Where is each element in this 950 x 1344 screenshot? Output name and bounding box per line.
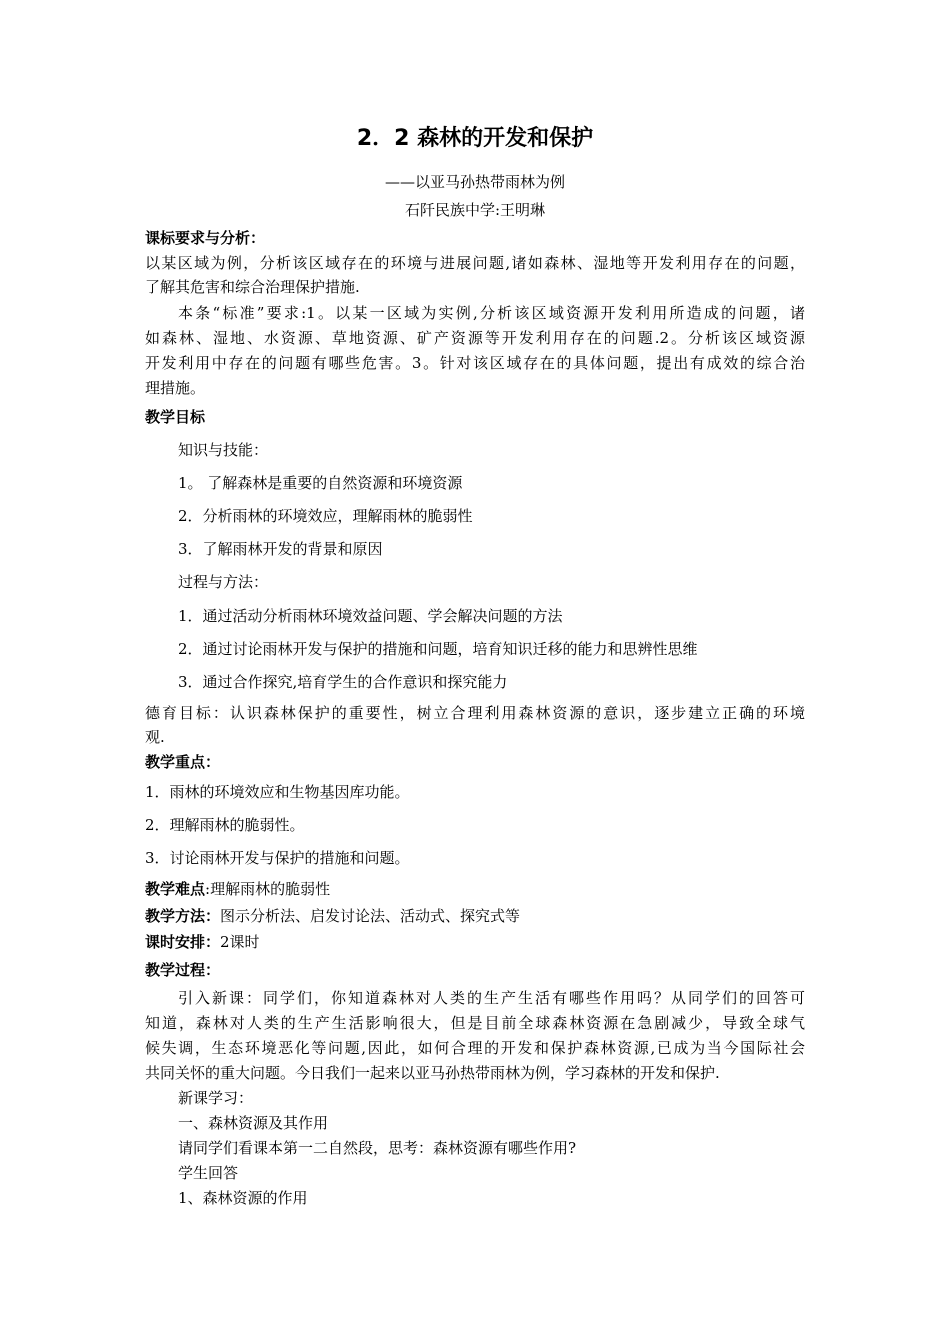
key-point-item: 1．雨林的环境效应和生物基因库功能。 (145, 783, 410, 801)
body-line: 一、森林资源及其作用 (178, 1114, 329, 1132)
standard-line: 了解其危害和综合治理保护措施. (145, 278, 360, 296)
standard-line: 开发利用中存在的问题有哪些危害。3。针对该区域存在的具体问题，提出有成效的综合治 (145, 354, 805, 372)
goals-heading: 教学目标 (145, 408, 206, 426)
key-point-item: 2．理解雨林的脆弱性。 (145, 816, 305, 834)
page-title: 2．2 森林的开发和保护 (356, 126, 594, 151)
key-point-item: 3．讨论雨林开发与保护的措施和问题。 (145, 849, 410, 867)
key-points-heading: 教学重点： (145, 753, 221, 771)
moral-goal-line: 观. (145, 728, 165, 746)
hours-text: 2课时 (220, 933, 260, 951)
standard-line: 本条“标准”要求:1。以某一区域为实例,分析该区域资源开发利用所造成的问题，诸 (178, 304, 805, 322)
hours-line (145, 932, 260, 952)
process-item: 3．通过合作探究,培育学生的合作意识和探究能力 (178, 673, 508, 691)
standard-heading: 课标要求与分析： (145, 229, 266, 247)
process-item: 2．通过讨论雨林开发与保护的措施和问题，培育知识迁移的能力和思辨性思维 (178, 640, 698, 658)
subtitle: ——以亚马孙热带雨林为例 (384, 173, 565, 191)
body-line: 新课学习： (178, 1089, 254, 1107)
difficulty-line (145, 879, 330, 899)
knowledge-item: 1。 了解森林是重要的自然资源和环境资源 (178, 474, 463, 492)
intro-line: 知道，森林对人类的生产生活影响很大，但是目前全球森林资源在急剧减少，导致全球气 (145, 1014, 805, 1032)
standard-line: 如森林、湿地、水资源、草地资源、矿产资源等开发利用存在的问题.2。分析该区域资源 (145, 329, 805, 347)
method-text: 图示分析法、启发讨论法、活动式、探究式等 (220, 907, 521, 925)
method-label: 教学方法： (145, 907, 221, 925)
intro-line: 引入新课：同学们，你知道森林对人类的生产生活有哪些作用吗？从同学们的回答可 (178, 989, 805, 1007)
process-heading: 过程与方法： (178, 573, 269, 591)
knowledge-item: 2．分析雨林的环境效应，理解雨林的脆弱性 (178, 507, 473, 525)
difficulty-label: 教学难点 (145, 880, 206, 898)
moral-goal-line: 德育目标：认识森林保护的重要性，树立合理利用森林资源的意识，逐步建立正确的环境 (145, 704, 805, 722)
process-item: 1．通过活动分析雨林环境效益问题、学会解决问题的方法 (178, 607, 563, 625)
body-line: 学生回答 (178, 1164, 239, 1182)
hours-label: 课时安排： (145, 933, 221, 951)
knowledge-item: 3．了解雨林开发的背景和原因 (178, 540, 383, 558)
body-line: 请同学们看课本第一二自然段，思考：森林资源有哪些作用? (178, 1139, 577, 1157)
author: 石阡民族中学:王明琳 (404, 201, 546, 219)
method-line (145, 906, 520, 926)
intro-line: 共同关怀的重大问题。今日我们一起来以亚马孙热带雨林为例，学习森林的开发和保护. (145, 1064, 720, 1082)
difficulty-text: :理解雨林的脆弱性 (205, 880, 331, 898)
knowledge-heading: 知识与技能： (178, 441, 269, 459)
process-main-heading: 教学过程： (145, 961, 221, 979)
body-line: 1、森林资源的作用 (178, 1189, 308, 1207)
standard-line: 以某区域为例，分析该区域存在的环境与进展问题,诸如森林、湿地等开发利用存在的问题， (145, 254, 805, 272)
intro-line: 候失调，生态环境恶化等问题,因此，如何合理的开发和保护森林资源,已成为当今国际社会 (145, 1039, 805, 1057)
standard-line: 理措施。 (145, 379, 206, 397)
